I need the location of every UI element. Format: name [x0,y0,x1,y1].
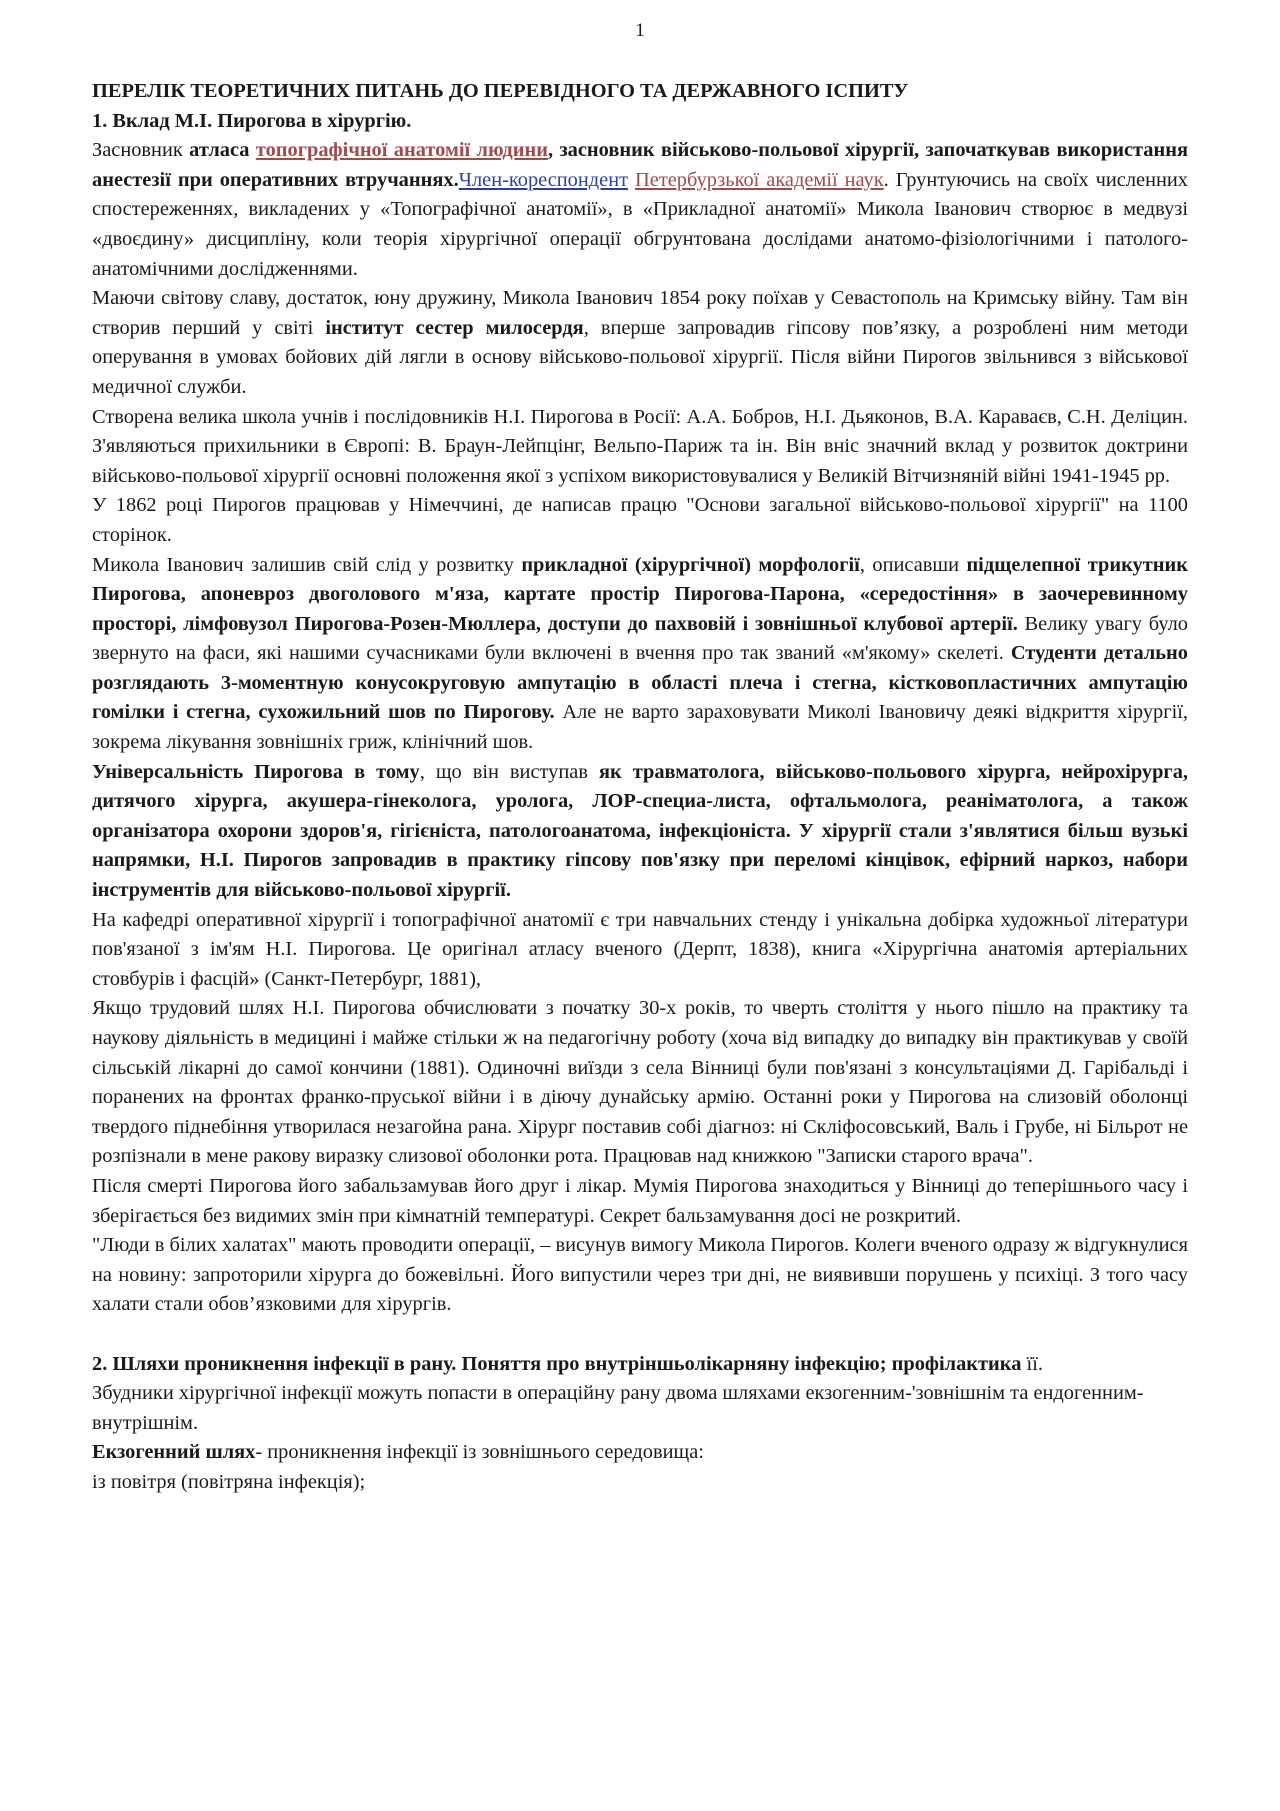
section-1-paragraph-4: У 1862 році Пирогов працював у Німеччині, де написав працю "Основи загальної військово-польової хірургії" на 1100 сторінок. [92,494,1188,546]
text: - проникнення інфекції із зовнішнього середовища: [255,1441,704,1464]
bold-text: атласа [189,139,256,162]
section-1-paragraph-2 [92,284,1188,402]
section-2-paragraph-2 [92,1438,1188,1468]
bold-text: Універсальність Пирогова в тому [92,760,420,783]
section-1-heading: 1. Вклад М.І. Пирогова в хірургію. [92,109,412,132]
link-corresponding-member[interactable]: Член-кореспондент [458,168,629,191]
section-1-paragraph-6 [92,758,1188,906]
text: Велику увагу було звернуто на фаси, які нашими сучасниками були включені в вчення про так званий «м'якому» скелеті. [92,612,1189,665]
section-1-paragraph-3: Створена велика школа учнів і послідовників Н.І. Пирогова в Росії: А.А. Бобров, Н.І. Дьяконов, В.А. Караваєв, С.Н. Деліцин. З'являються прихильники в Європі: В. Браун-Лейпцінг, Вельпо-Париж та ін. Він вніс значний вклад у розвиток доктрини військово-польової хірургії основні положення якої з успіхом використовувалися у Великій Вітчизняній війні 1941-1945 рр. [92,405,1188,487]
link-petersburg-academy[interactable]: Петербурзької академії наук [635,168,884,191]
text: Але не варто зараховувати Миколі Івановичу деякі відкриття хірургії, зокрема лікування зовнішніх гриж, клінічний шов. [92,701,1188,754]
text: , описавши [859,553,967,576]
paragraph-gap [92,1320,1188,1350]
section-1-paragraph-9: Після смерті Пирогова його забальзамував його друг і лікар. Мумія Пирогова знаходиться у Вінниці до теперішнього часу і зберігається без видимих змін при кімнатній температурі. Секрет бальзамування досі не розкритий. [92,1174,1188,1227]
section-1-paragraph-1 [92,136,1188,284]
bold-text: Екзогенний шлях [92,1441,256,1464]
section-2-paragraph-1: Збудники хірургічної інфекції можуть попасти в операційну рану двома шляхами екзогенним-'зовнішнім та ендогенним-внутрішнім. [92,1382,1144,1434]
section-1-paragraph-8: Якщо трудовий шлях Н.І. Пирогова обчислювати з початку 30-х років, то чверть століття у нього пішло на практику та наукову діяльність в медицині і майже стільки ж на педагогічну роботу (хоча від випадку до випадку він практикував у своїй сільській лікарні до самої кончини (1881). Одиночні виїзди з села Вінниці були пов'язані з консультаціями Д. Гарібальді і поранених на фронтах франко-пруської війни і в діючу дунайську армію. Останні роки у Пирогова на слизовій оболонці твердого піднебіння утворилася незагойна рана. Хірург поставив собі діагноз: ні Скліфосовський, Валь і Грубе, ні Більрот не розпізнали в мене ракову виразку слизової оболонки рота. Працював над книжкою "Записки старого врача". [92,997,1188,1168]
link-topographic-anatomy[interactable]: топографічної анатомії людини [255,139,548,162]
page-number: 1 [635,20,645,41]
bold-text: прикладної (хірургічної) морфології [521,553,860,576]
text: Микола Іванович залишив свій слід у розвитку [92,553,522,576]
section-1-paragraph-10: "Люди в білих халатах" мають проводити операції, – висунув вимогу Микола Пирогов. Колеги вченого одразу ж відгукнулися на новину: запроторили хірурга до божевільні. Його випустили через три дні, не виявивши порушень у психіці. З того часу халати стали обов’язковими для хірургів. [92,1234,1188,1316]
bold-text: , засновник військово-польової хірургії, започаткував використання анестезії при оперативних втручаннях. [92,139,1189,191]
text: , що він виступав [419,760,599,783]
section-1-paragraph-5 [92,551,1188,758]
text [628,169,635,191]
section-2-heading [92,1350,1188,1380]
text: її. [1021,1352,1043,1375]
document-body [92,77,1188,1498]
bold-text: Студенти детально розглядають 3-моментную конусокруговую ампутацію в області плеча і стегна, кістковопластичних ампутацію гомілки і стегна, сухожильний шов по Пирогову. [92,642,1189,724]
text: , вперше запровадив гіпсову пов’язку, а розроблені ним методи оперування в умовах бойових дій лягли в основу військово-польової хірургії. Після війни Пирогов звільнився з військової медичної служби. [92,316,1188,398]
bold-text: як травматолога, військово-польового хірурга, нейрохірурга, дитячого хірурга, акушера-гінеколога, уролога, ЛОР-специа-листа, офтальмолога, реаніматолога, а також організатора охорони здоров'я, гігієніста, патологоанатома, інфекціоніста. У хірургії стали з'являтися більш вузькі напрямки, Н.І. Пирогов запровадив в практику гіпсову пов'язку при переломі кінцівок, ефірний наркоз, набори інструментів для військово-польової хірургії. [92,760,1188,902]
bold-text: 2. Шляхи проникнення інфекції в рану. Поняття про внутріншьолікарняну інфекцію; профілактика [92,1352,1022,1375]
section-2-paragraph-3: із повітря (повітряна інфекція); [92,1470,366,1493]
text: . Грунтуючись на своїх численних спостереженнях, викладених у «Топографічної анатомії», в «Прикладної анатомії» Микола Іванович створює в медвузі «двоєдину» дисципліну, коли теорія хірургічної операції обгрунтована дослідами анатомо-фізіологічними і патолого-анатомічними дослідженнями. [92,168,1188,280]
section-1-paragraph-7: На кафедрі оперативної хірургії і топографічної анатомії є три навчальних стенду і унікальна добірка художньої літератури пов'язаної з ім'ям Н.І. Пирогова. Це оригінал атласу вченого (Дерпт, 1838), книга «Хірургічна анатомія артеріальних стовбурів і фасцій» (Санкт-Петербург, 1881), [92,908,1188,990]
bold-text: підщелепної трикутник Пирогова, апоневроз двоголового м'яза, картате простір Пирогова-Парона, «середостіння» в заочеревинному просторі, лімфовузол Пирогова-Розен-Мюллера, доступи до пахвовій і зовнішньої клубової артерії. [92,553,1188,635]
document-title: ПЕРЕЛІК ТЕОРЕТИЧНИХ ПИТАНЬ ДО ПЕРЕВІДНОГО ТА ДЕРЖАВНОГО ІСПИТУ [92,80,909,102]
text: Засновник [92,139,190,162]
text: Маючи світову славу, достаток, юну дружину, Микола Іванович 1854 року поїхав у Севастополь на Кримську війну. Там він створив перший у світі [92,287,1188,339]
bold-text: інститут сестер милосердя [325,316,584,339]
